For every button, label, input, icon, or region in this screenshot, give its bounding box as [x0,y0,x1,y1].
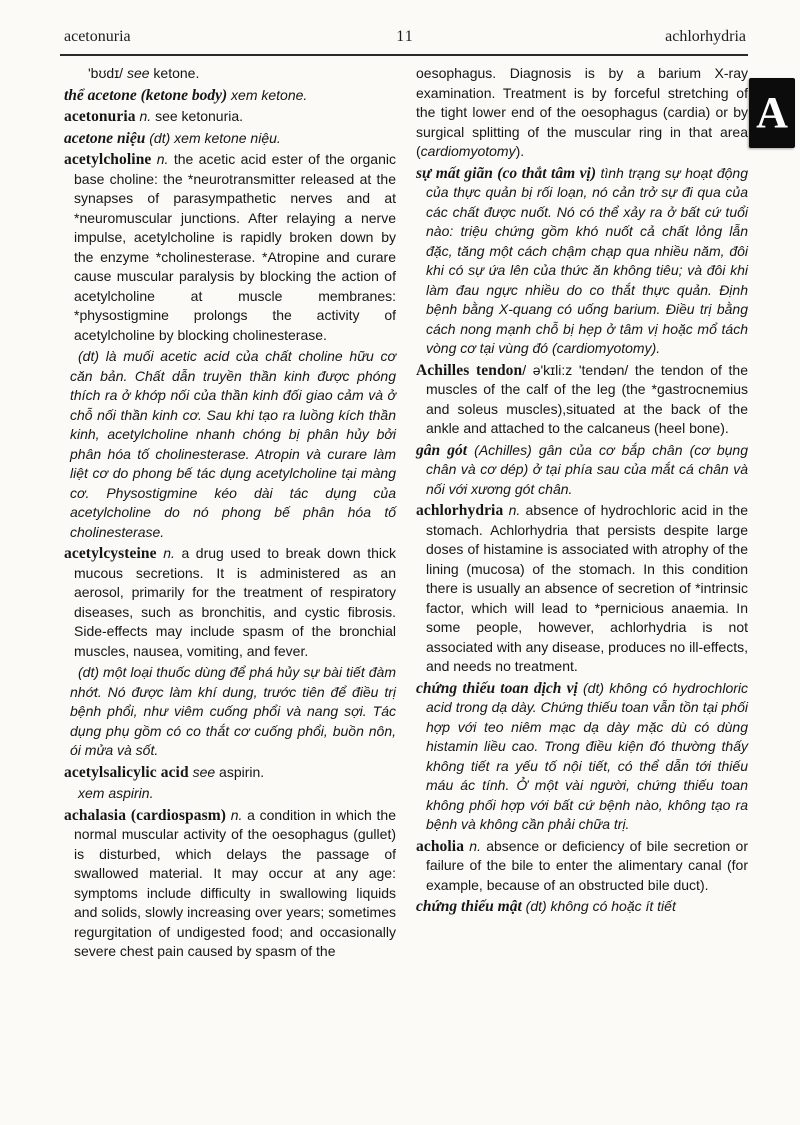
dictionary-entry [416,441,748,500]
entry-text: the tendon of the muscles of the calf of the leg (the *gastrocnemius and soleus muscles),situated at the back of the ankle and attached to the calcaneus (heel bone). [426,361,748,436]
entry-text: n. [503,502,526,518]
headword: thể acetone (ketone body) [64,86,228,104]
entry-text: 'bʊdɪ/ [88,65,127,81]
entry-text: absence of hydrochloric acid in the stomach. Achlorhydria that persists despite large doses of histamine is associated with atrophy of the lining (mucosa) of the stomach. In this condition there is usually an absence of secretion of *intrinsic factor, which will lead to *pernicious anaemia. In some people, however, achlorhydria is not associated with any disease, produces no ill-effects, and needs no treatment. [426,502,748,674]
entry-text: tình trạng sự hoạt động của thực quản bị rối loạn, nó cản trở sự đi qua của các chất được nuốt. Nó có thể xảy ra ở bất cứ tuổi nào: triệu chứng gồm khó nuốt cả chất lỏng lẫn đặc, tăng một cách chậm chạp qua nhiều năm, đôi khi có sự ứa lên của thức ăn không tiêu; và đôi khi làm đau ngực nhiều do co thắt thực quản. Định bệnh bằng X-quang có uống barium. Điều trị bằng cách nong mạnh chỗ bị hẹp ở tâm vị hoặc mổ tách vòng cơ tại vùng đó (cardiomyotomy). [426,164,748,356]
guide-word-right: achlorhydria [665,28,746,45]
headword: acetylsalicylic acid [64,763,189,781]
page-number: 11 [396,28,414,45]
headword: Achilles tendon [416,361,523,379]
entry-text: (dt) một loại thuốc dùng để phá hủy sự bài tiết đàm nhớt. Nó được làm khí dung, trước tiên để điều trị bệnh phổi, như viêm cuống phổi và nang sợi. Tác dụng phụ gồm có co thắt cơ cuống phổi, buồn nôn, ói mửa và sốt. [70,664,396,758]
dictionary-entry [416,679,748,835]
headword: acetylcysteine [64,545,157,562]
dictionary-entry [416,501,748,677]
headword: chứng thiếu mật [416,898,522,915]
thumb-tab-letter: A [756,88,788,137]
dictionary-entry [64,806,396,962]
dictionary-entry [416,164,748,359]
entry-text: absence or deficiency of bile secretion or failure of the bile to enter the alimentary canal (for example, because of an obstructed bile duct). [426,837,748,893]
entry-text: (dt) không có hoặc ít tiết [521,898,676,914]
dictionary-entry [64,129,396,149]
page-header [64,28,746,46]
entry-text: n. [151,151,174,167]
headword: achalasia (cardiospasm) [64,806,227,824]
headword: acholia [416,837,465,855]
entry-text: a condition in which the normal muscular activity of the oesophagus (gullet) is disturbed, which delays the passage of swallowed material. It may occur at any age: symptoms include difficulty in swallowing liquids and solids, slowly increasing over years; sometimes regurgitation of undigested food; and occasionally severe chest pain caused by spasm of the [74,806,396,959]
headword: acetylcholine [64,151,152,168]
entry-text: n. [226,806,248,823]
dictionary-entry [64,544,396,661]
headword: sự mất giãn (co thắt tâm vị) [416,164,596,182]
headword: chứng thiếu toan dịch vị [416,679,578,697]
entry-text: / ə'kɪli:z 'tendən/ [522,361,635,378]
entry-text: n. [135,108,156,124]
entry-text: (dt) là muối acetic acid của chất choline hữu cơ căn bản. Chất dẫn truyền thần kinh được phóng thích ra ở khớp nối của thần kinh đối giao cảm và ở chỗ nối thần kinh cơ. Sau khi tạo ra luồng kích thần kinh, acetylcholine nhanh chóng bị phân hủy bởi phân hóa tố cholinesterase. Atropin và curare làm liệt cơ do phong bế tác dụng acetylcholine tại màng cơ. Physostigmine kéo dài tác dụng của acetylcholine do nó phong bế phân hóa tố cholinesterase. [70,348,396,540]
dictionary-entry [416,64,748,162]
entry-text: see [126,65,150,81]
headword: gân gót [416,441,468,459]
entry-text: ketone. [149,65,200,81]
headword: acetonuria [64,108,136,125]
entry-text: a drug used to break down thick mucous secretions. It is administered as an aerosol, primarily for the treatment of respiratory diseases, such as bronchitis, and cystic fibrosis. Side-effects may include spasm of the bronchial muscles, nausea, vomiting, and fever. [74,545,396,659]
headword: achlorhydria [416,502,504,519]
entry-text: cardiomyotomy [420,143,516,159]
dictionary-entry [416,897,748,917]
dictionary-entry [64,86,396,106]
thumb-tab-a [749,78,795,148]
header-rule [60,54,748,56]
dictionary-entry [64,64,396,84]
entry-text: xem aspirin. [78,785,154,801]
entry-text: see ketonuria. [155,108,244,124]
entry-text: n. [156,545,182,561]
entry-text: see [188,763,220,780]
entry-text: (dt) xem ketone niệu. [145,129,281,146]
dictionary-entry [416,361,748,439]
entry-text: (Achilles) gân của cơ bắp chân (cơ bụng chân và cơ dép) ở tại phía sau của mắt cá chân và nối với xương gót chân. [426,441,748,497]
dictionary-entry [64,150,396,345]
guide-word-left: acetonuria [64,28,131,45]
dictionary-entry [70,347,396,542]
entry-text: aspirin. [219,763,265,780]
dictionary-entry [416,837,748,896]
dictionary-entry [70,784,396,804]
headword: acetone niệu [64,129,146,147]
dictionary-entry [70,663,396,761]
dictionary-entry [64,107,396,127]
dictionary-body [64,64,748,964]
entry-text: n. [464,837,487,854]
entry-text: ). [515,143,525,159]
entry-text: the acetic acid ester of the organic base choline: the *neurotransmitter released at the synapses of parasympathetic nerves and at *neuromuscular junctions. After relaying a nerve impulse, acetylcholine is rapidly broken down by the enzyme *cholinesterase. *Atropine and curare cause muscular paralysis by blocking the action of acetylcholine at muscle membranes: *physostigmine prolongs the activity of acetylcholine by blocking cholinesterase. [74,151,396,343]
left-column [64,64,396,964]
right-column [416,64,748,964]
entry-text: xem ketone. [227,86,308,103]
entry-text: oesophagus. Diagnosis is by a barium X-ray examination. Treatment is by forceful stretching of the tight lower end of the oesophagus (cardia) or by surgical splitting of the muscular ring in that area ( [416,65,748,159]
entry-text: (dt) không có hydrochloric acid trong dạ dày. Chứng thiếu toan vẫn tồn tại phối hợp với teo niêm mạc dạ dày mặc dù có dùng histamin liều cao. Trong điều kiện đó thường thấy không tiết ra yếu tố nội tiết, có thể dẫn tới thiếu máu ác tính. Ở một vài người, chứng thiếu toan không phối hợp với bất cứ bệnh nào, không tạo ra bệnh và không cần phải chữa trị. [426,679,748,832]
dictionary-entry [64,763,396,783]
